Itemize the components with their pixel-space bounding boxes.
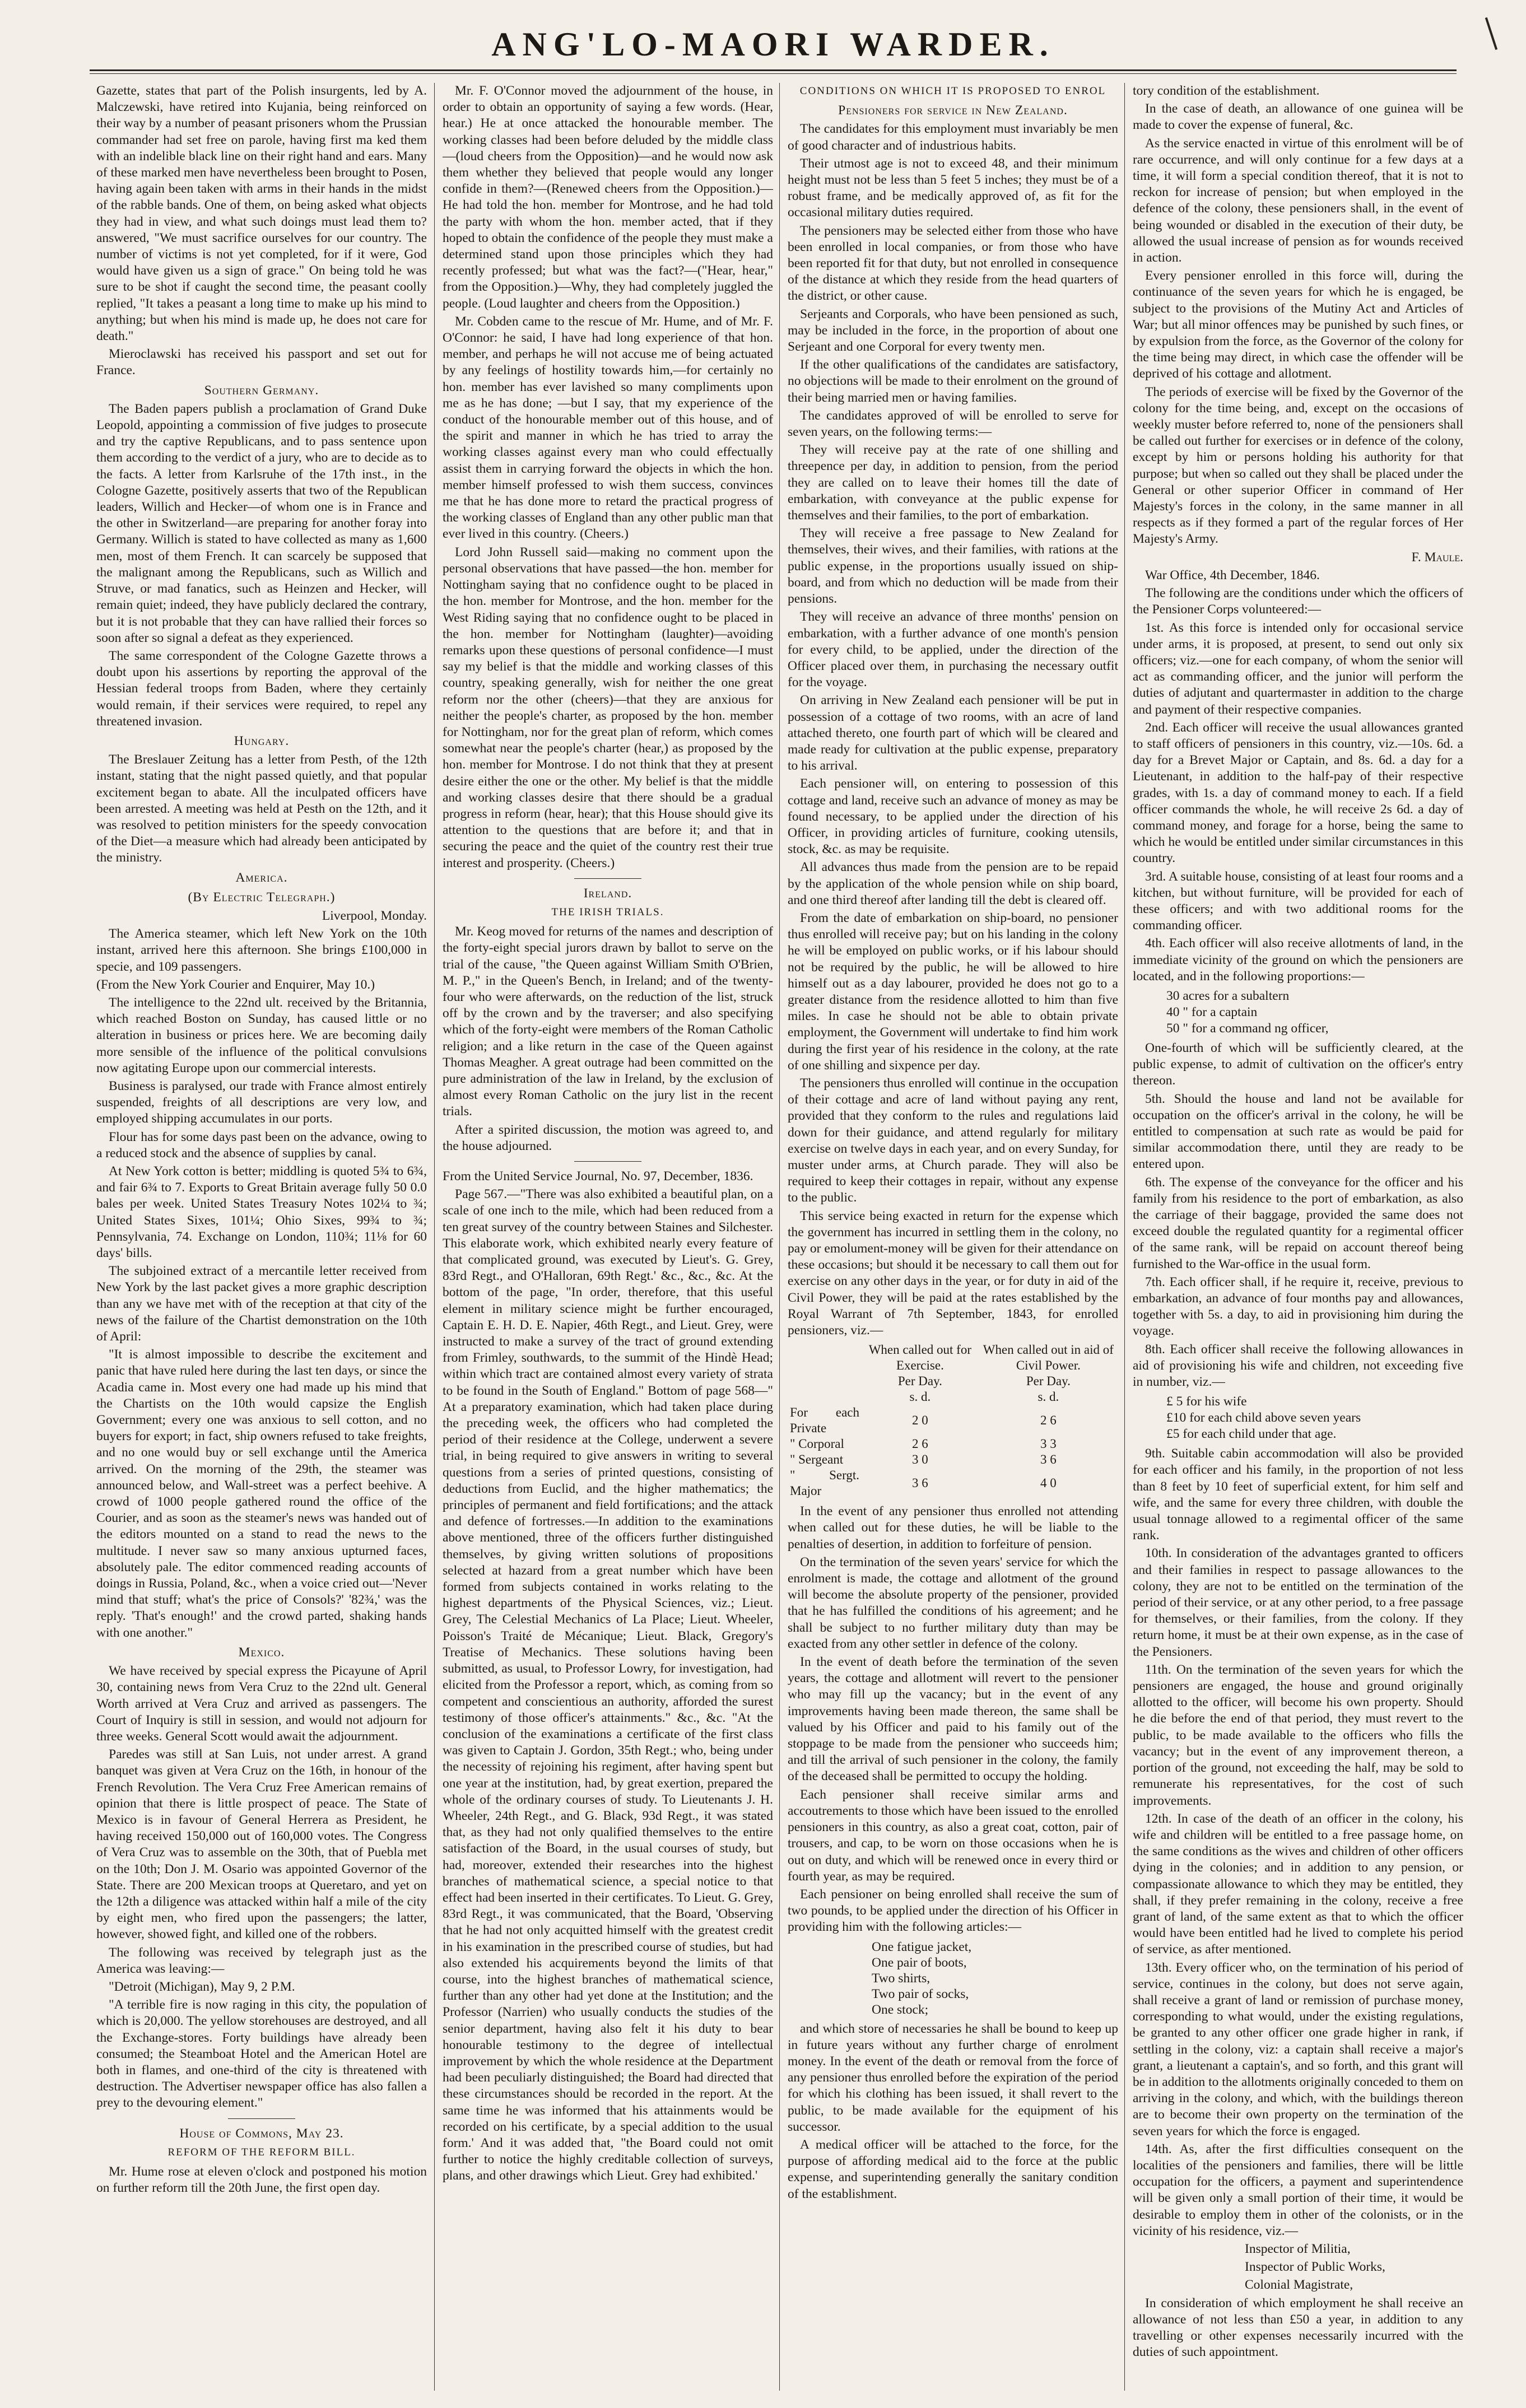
article-paragraph: If the other qualifications of the candidates are satisfactory, no objections will be made to their enrolment on the ground of their being married men or having families.: [788, 357, 1118, 405]
article-paragraph: "A terrible fire is now raging in this city, the population of which is 20,000. The yellow storehouses are destroyed, and all the Exchange-stores. Forty buildings have already been consumed; the Steamboat Hotel and the American Hotel are both in flames, and one-third of the city is threatened with destruction. The Advertiser newspaper office has also fallen a prey to the devouring element.": [96, 1997, 427, 2111]
article-paragraph: Serjeants and Corporals, who have been pensioned as such, may be included in the force, in the proportion of about one Serjeant and one Corporal for every twenty men.: [788, 306, 1118, 355]
pay-table-rate: 4 0: [1040, 1476, 1057, 1491]
pay-table-rate: 2 0: [911, 1413, 928, 1428]
section-heading: Hungary.: [234, 733, 290, 748]
pay-table-currency: s. d.: [909, 1390, 931, 1404]
kit-item: Two pair of socks,: [872, 1986, 969, 2001]
article-paragraph: After a spirited discussion, the motion was agreed to, and the house adjourned.: [443, 1122, 773, 1153]
pay-table-rank: " Corporal: [790, 1437, 844, 1451]
article-paragraph: The Breslauer Zeitung has a letter from Pesth, of the 12th instant, stating that the night passed quietly, and that popular excitement began to abate. All the inculpated officers have been arrested. A meeting was held at Pesth on the 12th, and it was resolved to petition ministers for the speedy convocation of the Diet—a measure which had already been anticipated by the ministry.: [96, 752, 427, 865]
article-paragraph: The intelligence to the 22nd ult. received by the Britannia, which reached Boston on Sunday, has caused little or no alteration in business or prices here. We are becoming daily more sensible of the influence of the political convulsions now agitating Europe upon our commercial interests.: [96, 995, 427, 1075]
article-paragraph: 11th. On the termination of the seven years for which the pensioners are engaged, the house and ground originally allotted to the officer, will become his own property. Should he die before the end of that period, they must revert to the public, to be made available to the officers who fills the vacancy; but in the event of any improvement thereon, a portion of the ground, not exceeding the half, may be sold to remunerate his representatives, for the cost of such improvements.: [1133, 1662, 1463, 1808]
article-paragraph: 4th. Each officer will also receive allotments of land, in the immediate vicinity of the ground on which the pensioners are located, and in the following proportions:—: [1133, 936, 1463, 984]
article-paragraph: In the event of any pensioner thus enrolled not attending when called out for these duties, he will be liable to the penalties of desertion, in addition to forfeiture of pension.: [788, 1504, 1118, 1552]
article-paragraph: and which store of necessaries he shall be bound to keep up in future years without any further charge of enrolment money. In the event of the death or removal from the force of any pensioner thus enrolled before the expiration of the period for which his clothing has been issued, it shall revert to the public, to be made available for the equipment of his successor.: [788, 2021, 1118, 2134]
article-paragraph: All advances thus made from the pension are to be repaid by the application of the whole pension while on ship board, and one third thereof after landing till the debt is cleared off.: [788, 860, 1118, 907]
section-divider: [574, 1161, 641, 1162]
article-paragraph: "It is almost impossible to describe the excitement and panic that have ruled here during the last ten days, or since the Acadia came in. Most every one had made up his mind that the Chartists on the 10th would capsize the English Government; every one was anxious to sell cotton, and no buyers for export; in fact, ship owners refused to take freights, and no one would buy or sell exchange until the America arrived. On the morning of the 29th, the steamer was announced below, and Wall-street was a perfect beehive. A crowd of 1000 people gathered round the office of the Courier, and as soon as the steamer's news was handed out of the editors mounted on a stand to read the news to the multitude. I never saw so many anxious upturned faces, absolutely pale. The editor commenced reading accounts of doings in Russia, Poland, &c., when a voice cried out—'Never mind that stuff; what's the price of Consols?' '82¾,' was the reply. 'That's enough!' and the crowd parted, shaking hands with one another.": [96, 1347, 427, 1640]
signature: F. Maule.: [1411, 549, 1463, 565]
article-paragraph: The candidates approved of will be enrolled to serve for seven years, on the following terms:—: [788, 408, 1118, 440]
appointment-line: Inspector of Public Works,: [1245, 2260, 1385, 2275]
article-paragraph: The following was received by telegraph just as the America was leaving:—: [96, 1945, 427, 1976]
article-paragraph: A medical officer will be attached to the force, for the purpose of affording medical aid to the force at the public expense, and superintending generally the sanitary condition of the establishment.: [788, 2137, 1118, 2201]
article-paragraph: Gazette, states that part of the Polish insurgents, led by A. Malczewski, have retired into Kujania, being reinforced on their way by a number of peasant prisoners whom the Prussian commander had set free on parole, having first ma ked them with an indelible black line on their right hand and ears. Many of these marked men have nevertheless been brought to Posen, having again been taken with arms in their hands in the midst of the rabble bands. One of them, on being asked what objects they had in view, and what such doings must lead them to? answered, "We must sacrifice ourselves for our country. The number of victims is not yet completed, for if it were, God would have given us a sign of grace." On being told he was sure to be shot if caught the second time, the peasant coolly replied, "It takes a peasant a long time to make up his mind to anything; but when his mind is made up, he does not care for death.": [96, 83, 427, 344]
kit-item: One stock;: [872, 2002, 929, 2017]
land-allotment-list: [1166, 988, 1463, 1037]
article-paragraph: On the termination of the seven years' service for which the enrolment is made, the cottage and allotment of the ground will become the absolute property of the pensioner, provided that he has fulfilled the conditions of his agreement; and he shall be subject to no further military duty than may be exacted from any other settler in defence of the colony.: [788, 1554, 1118, 1651]
pay-table-row: [788, 1468, 1118, 1499]
pay-table-rate: 2 6: [1040, 1413, 1057, 1428]
article-paragraph: The subjoined extract of a mercantile letter received from New York by the last packet gives a more graphic description than any we have met with of the reception at that city of the news of the failure of the Chartist demonstration on the 10th of April:: [96, 1264, 427, 1344]
article-paragraph: The candidates for this employment must invariably be men of good character and of industrious habits.: [788, 122, 1118, 153]
column-2: [443, 83, 773, 2391]
column-divider: [779, 83, 780, 2391]
article-paragraph: "Detroit (Michigan), May 9, 2 P.M.: [109, 1979, 295, 1994]
pay-table-row: [788, 1452, 1118, 1468]
section-divider: [228, 2118, 295, 2119]
article-paragraph: Paredes was still at San Luis, not under arrest. A grand banquet was given at Vera Cruz on the 16th, in honour of the French Revolution. The Vera Cruz Free American remains of opinion that there is little prospect of peace. The State of Mexico is in favour of General Herrera as President, he having received 150,000 out of 160,000 votes. The Congress of Vera Cruz was to assemble on the 30th, that of Puebla met on the 10th; Don J. M. Osario was appointed Governor of the State. There are 200 Mexican troops at Queretaro, and yet on the 12th a diligence was attacked within half a mile of the city by eight men, who fired upon the passengers; the latter, however, showed fight, and killed one of the robbers.: [96, 1747, 427, 1942]
land-allotment-item: 30 acres for a subaltern: [1166, 988, 1290, 1003]
pay-table-blank: [788, 1389, 862, 1405]
article-paragraph: The Baden papers publish a proclamation of Grand Duke Leopold, appointing a commission of five judges to prosecute and try the captive Republicans, and to pass sentence upon them according to the verdict of a jury, who are to decide as to the facts. A letter from Karlsruhe of the 17th inst., in the Cologne Gazette, positively asserts that two of the Republican leaders, Willich and Hecker—of whom one is in France and the other in Switzerland—are preparing for another foray into Germany. Willich is stated to have collected as many as 1,600 men, most of them French. It can scarcely be supposed that the malignant among the Republicans, such as Willich and Struve, or mad fanatics, such as Heinzen and Hecker, will remain quiet; indeed, they have publicly declared the contrary, but it is not probable that they can have rallied their forces so soon after so signal a defeat as they experienced.: [96, 401, 427, 645]
section-heading: Ireland.: [583, 886, 632, 901]
article-paragraph: 14th. As, after the first difficulties consequent on the localities of the pensioners and families, there will be little occupation for the officers, a payment and superintendence will be given only a small portion of their time, it would be desirable to employ them in other of the colonists, or in the vicinity of his residence, viz.—: [1133, 2141, 1463, 2238]
article-paragraph: Each pensioner on being enrolled shall receive the sum of two pounds, to be applied under the direction of his Officer in providing him with the following articles:—: [788, 1887, 1118, 1935]
family-allowance-item: £5 for each child under that age.: [1166, 1427, 1337, 1442]
article-paragraph: Mr. F. O'Connor moved the adjournment of the house, in order to obtain an opportunity of saying a few words. (Hear, hear.) He at once attacked the honourable member. The working classes had been before deluded by the middle class—(loud cheers from the Opposition)—and he would now ask them whether they believed that people would any longer confide in them?—(Renewed cheers from the Opposition.)—He had told the hon. member for Montrose, and he had told the party with whom the hon. member acted, that if they hoped to obtain the confidence of the people they must make a determined stand upon those principles which they had recently professed; but what was the fact?—("Hear, hear," from the Opposition.)—Why, they had completely juggled the people. (Loud laughter and cheers from the Opposition.): [443, 83, 773, 311]
article-paragraph: Every pensioner enrolled in this force will, during the continuance of the seven years for which he is engaged, be subject to the provisions of the Mutiny Act and Articles of War; but all minor offences may be punished by such fines, or by expulsion from the force, as the Governor of the colony for the time being may direct, in which case the offender will be deprived of his cottage and allotment.: [1133, 268, 1463, 381]
masthead-rule: [90, 69, 1457, 71]
pay-table-blank: [788, 1342, 862, 1373]
article-paragraph: 7th. Each officer shall, if he require it, receive, previous to embarkation, an advance of four months pay and allowances, together with 5s. a day, to aid in provisioning him during the voyage.: [1133, 1274, 1463, 1339]
family-allowance-list: [1166, 1394, 1463, 1442]
article-paragraph: In the case of death, an allowance of one guinea will be made to cover the expense of funeral, &c.: [1133, 101, 1463, 133]
article-paragraph: In the event of death before the termination of the seven years, the cottage and allotment will revert to the pensioner who may fill up the vacancy; but in the event of any improvements having been made thereon, the same shall be valued by his Officer and paid to his family out of the stoppage to be made from the pensioner who succeeds him; and till the arrival of such pensioner in the colony, the family of the deceased shall be permitted to occupy the holding.: [788, 1655, 1118, 1784]
article-paragraph: From the United Service Journal, No. 97, December, 1836.: [443, 1169, 753, 1184]
kit-item: Two shirts,: [872, 1971, 931, 1986]
land-allotment-item: 50 " for a command ng officer,: [1166, 1021, 1329, 1036]
article-paragraph: 9th. Suitable cabin accommodation will also be provided for each officer and his family, in the proportion of not less than 8 feet by 10 feet of superficial extent, for him self and wife, and the same for every three children, with double the usual tonnage allowed to a regimental officer of the same rank.: [1133, 1446, 1463, 1543]
article-paragraph: 1st. As this force is intended only for occasional service under arms, it is proposed, at present, to send out only six officers; viz.—one for each company, of whom the senior will act as commanding officer, and the junior will perform the duties of adjutant and quartermaster in addition to the charge and payment of their respective companies.: [1133, 620, 1463, 717]
article-paragraph: Flour has for some days past been on the advance, owing to a reduced stock and the absence of supplies by canal.: [96, 1129, 427, 1161]
masthead-title: ANG'LO-MAORI WARDER.: [491, 26, 1055, 63]
section-heading: (By Electric Telegraph.): [188, 889, 336, 905]
pay-table-rank: " Sergt. Major: [790, 1468, 859, 1498]
pay-table-rate: 3 6: [911, 1476, 928, 1491]
section-heading: Southern Germany.: [204, 383, 319, 398]
article-paragraph: 8th. Each officer shall receive the following allowances in aid of provisioning his wife and children, not exceeding five in number, viz.—: [1133, 1342, 1463, 1390]
column-1: [96, 83, 427, 2391]
appointment-line: Colonial Magistrate,: [1245, 2277, 1353, 2293]
article-paragraph: The same correspondent of the Cologne Gazette throws a doubt upon his assertions by reporting the approval of the Hessian federal troops from Baden, where they certainly would remain, if their services were required, to repel any threatened invasion.: [96, 648, 427, 729]
masthead-rule-thin: [90, 73, 1457, 74]
kit-list: [872, 1939, 1118, 2018]
article-paragraph: Mr. Cobden came to the rescue of Mr. Hume, and of Mr. F. O'Connor: he said, I have had long experience of that hon. member, and perhaps he will not accuse me of being actuated by any feelings of hostility towards him,—for certainly no hon. member has ever lavished so many compliments upon me as he has done; —but I say, that my experience of the conduct of the honourable member out of this house, and of the spirit and manner in which he has tried to array the working classes against every man who could effectually assist them in carrying forward the objects in which the hon. member himself professed to wish them success, convinces me that he has done more to retard the practical progress of the working classes of England than any other public man that ever lived in this country. (Cheers.): [443, 314, 773, 542]
pay-table-rank: " Sergeant: [790, 1452, 844, 1467]
article-paragraph: We have received by special express the Picayune of April 30, containing news from Vera Cruz to the 22nd ult. General Worth arrived at Vera Cruz and arrived as passengers. The Court of Inquiry is still in session, and would not adjourn for three weeks. General Scott would await the adjournment.: [96, 1664, 427, 1744]
margin-mark: [1485, 17, 1497, 50]
article-paragraph: Each pensioner shall receive similar arms and accoutrements to those which have been issued to the enrolled pensioners in this country, as also a great coat, cotton, pair of trousers, and cap, to be worn on those occasions when he is out on duty, and which will be renewed once in every third or fourth year, as may be required.: [788, 1787, 1118, 1884]
article-paragraph: Page 567.—"There was also exhibited a beautiful plan, on a scale of one inch to the mile, which had been reduced from a ten great survey of the country between Staines and Silchester. This elaborate work, which exhibited nearly every feature of that complicated ground, was executed by Lieut's. G. Grey, 83rd Regt., and O'Halloran, 69th Regt.' &c., &c., &c. At the bottom of the page, "In order, therefore, that this useful element in military science might be further encouraged, Captain E. H. D. E. Napier, 46th Regt., and Lieut. Grey, were instructed to make a survey of the tract of ground extending from Frimley, southwards, to the summit of the Hindè Head; within which tract are contained almost every variety of strata to be found in the South of England." Bottom of page 568—" At a preparatory examination, which had taken place during the preceding week, the officers who had completed the period of their residence at the College, underwent a severe trial, in being required to give answers in writing to several questions from a series of printed questions, consisting of deductions from Euclid, and the higher mathematics; the principles of permanent and field fortifications; and the attack and defence of fortresses.—In addition to the examinations above mentioned, three of the officers further distinguished themselves, by giving written solutions of propositions selected at hazard from a great number which have been formed from subjects contained in works relating to the highest departments of the Physical Sciences, viz.; Lieut. Grey, The Celestial Mechanics of La Place; Lieut. Wheeler, Poisson's Traité de Mécanique; Lieut. Black, Gregory's Treatise of Mechanics. These solutions having been submitted, as usual, to Professor Lowry, for investigation, had elicited from the Professor a report, which, as coming from so competent and conscientious an authority, afforded the surest testimony of those officer's attainments." &c., &c. "At the conclusion of the examinations a certificate of the first class was given to Captain J. Gordon, 35th Regt.; who, being under the necessity of rejoining his regiment, after having spent but one year at the institution, had, by great exertion, prepared the whole of the ordinary courses of study. To Lieutenants J. H. Wheeler, 24th Regt., and G. Black, 93d Regt., it was stated that, as they had not only qualified themselves to the entire satisfaction of the Board, in the usual courses of study, but had, moreover, extended their researches into the highest branches of mathematical science, a special notice to that effect had been inserted in their certificates. To Lieut. G. Grey, 83rd Regt., it was communicated, that the Board, 'Observing that he had not only acquitted himself with the greatest credit in his examination in the prescribed course of studies, but had also extended his acquirements beyond the limits of that course, into the highest branches of mathematical science, further than any other had yet done at the Institution; and the Professor (Narrien) who usually conducts the studies of the senior department, having also felt it his duty to bear honourable testimony to the degree of intellectual improvement by which the whole residence at the Department had been peculiarly distinguished; the Board had directed that these circumstances should be recorded in the report. At the same time he was informed that his attainments would be recorded on his certificate, by a special addition to the usual form.' And it was added that, "the Board could not omit further to notice the highly creditable collection of surveys, plans, and other drawings which Lieut. Grey had exhibited.': [443, 1187, 773, 2183]
article-paragraph: Mr. Hume rose at eleven o'clock and postponed his motion on further reform till the 20th June, the first open day.: [96, 2164, 427, 2196]
pay-table-row: [788, 1405, 1118, 1436]
kit-item: One pair of boots,: [872, 1955, 967, 1970]
article-paragraph: The following are the conditions under which the officers of the Pensioner Corps volunteered:—: [1133, 586, 1463, 617]
article-paragraph: 6th. The expense of the conveyance for the officer and his family from his residence to the port of embarkation, as also the carriage of their baggage, provided the same does not exceed double the regulated quantity for a regimental officer of the same rank, will be repaid on account thereof being furnished to the War-office in the usual form.: [1133, 1175, 1463, 1271]
article-paragraph: 2nd. Each officer will receive the usual allowances granted to staff officers of pensioners in this country, viz.—10s. 6d. a day for a Brevet Major or Captain, and 8s. 6d. a day for a Lieutenant, in addition to the half-pay of their respective grades, with 1s. a day of command money to each. If a field officer commands the whole, he will receive 2s 6d. a day of command money, and forage for a horse, being the same to which he would be entitled under similar circumstances in this country.: [1133, 720, 1463, 866]
pay-table-rate: 2 6: [911, 1437, 928, 1451]
column-divider: [434, 83, 435, 2391]
family-allowance-item: £ 5 for his wife: [1166, 1394, 1247, 1409]
article-paragraph: The pensioners may be selected either from those who have been enrolled in local companies, or from those who have been reported fit for that duty, but not enrolled in consequence of the distance at which they reside from the head quarters of the district, or other cause.: [788, 223, 1118, 304]
section-subheading: CONDITIONS ON WHICH IT IS PROPOSED TO ENROL: [799, 85, 1106, 97]
article-paragraph: One-fourth of which will be sufficiently cleared, at the public expense, to admit of cultivation on the officer's entry thereon.: [1133, 1040, 1463, 1088]
article-paragraph: 13th. Every officer who, on the termination of his period of service, continues in the colony, but does not serve again, shall receive a grant of land or remission of purchase money, corresponding to what would, under the existing regulations, be granted to any other officer one grade higher in rank, if settling in the colony, viz: a captain shall receive a major's grant, a lieutenant a captain's, and so forth, and this grant will be in addition to the allotments originally conceded to them on arriving in the colony, and which, with the buildings thereon are to become their own property on the termination of the seven years for which the force is engaged.: [1133, 1960, 1463, 2139]
pay-rates-table: [788, 1342, 1118, 1499]
section-divider: [574, 878, 641, 879]
kit-item: One fatigue jacket,: [872, 1939, 972, 1954]
pay-table-rate: 3 3: [1040, 1437, 1057, 1451]
article-paragraph: 3rd. A suitable house, consisting of at least four rooms and a kitchen, but without furniture, will be provided for each of these officers; and with two additional rooms for the commanding officer.: [1133, 869, 1463, 933]
article-paragraph: Lord John Russell said—making no comment upon the personal observations that have passed—the hon. member for Nottingham saying that no confidence ought to be placed in the hon. member for Montrose, and the hon. member for the West Riding saying that no confidence ought to be placed in the hon. member for Nottingham (laughter)—avoiding remarks upon these questions of personal confidence—I must say my belief is that the middle and working classes of this country, speaking generally, wish for neither the one great reform nor the other (cheers)—that they are anxious for neither the people's charter, as proposed by the hon. member for Nottingham, nor for the great plan of reform, which comes somewhat near the people's charter (hear,) as proposed by the hon. member for Montrose. I do not think that they at present desire either the one or the other. My belief is that the middle and working classes desire that there should be a gradual progress in reform (hear, hear); that this House should give its attention to the questions that are before it; and that in securing the peace and the quiet of the country rest their true interest and prosperity. (Cheers.): [443, 544, 773, 870]
article-paragraph: tory condition of the establishment.: [1133, 83, 1320, 98]
section-heading: House of Commons, May 23.: [179, 2126, 344, 2141]
pay-table-header: When called out in aid of Civil Power.: [983, 1343, 1114, 1373]
article-paragraph: Business is paralysed, our trade with France almost entirely suspended, freights of all descriptions are very low, and employed shipping accumulates in our ports.: [96, 1078, 427, 1126]
column-divider: [1124, 83, 1125, 2391]
pay-table-row: [788, 1436, 1118, 1452]
column-3: [788, 83, 1118, 2391]
dateline: Liverpool, Monday.: [322, 908, 427, 923]
article-paragraph: From the date of embarkation on ship-board, no pensioner thus enrolled will receive pay; but on his landing in the colony he will be employed on public works, or if his labour should not be required by the public, he will be allowed to hire himself out as a day labourer, provided he does not go to a greater distance from the residence allotted to him than five miles. In case he should not be able to obtain private employment, the Government will undertake to find him work during the first year of his residence in the colony, at the rate of one shilling and sixpence per day.: [788, 910, 1118, 1073]
column-4: [1133, 83, 1463, 2391]
article-paragraph: War Office, 4th December, 1846.: [1145, 567, 1320, 583]
article-paragraph: They will receive an advance of three months' pension on embarkation, with a further advance of one month's pension for every child, to be applied, under the direction of the Officer placed over them, in purchasing the necessary outfit for the voyage.: [788, 609, 1118, 690]
pay-table-unit: Per Day.: [1026, 1374, 1071, 1389]
article-paragraph: Mieroclawski has received his passport and set out for France.: [96, 347, 427, 378]
pay-table-rate: 3 0: [911, 1452, 928, 1467]
family-allowance-item: £10 for each child above seven years: [1166, 1410, 1361, 1426]
section-heading: Mexico.: [238, 1645, 285, 1660]
pay-table-currency: s. d.: [1038, 1390, 1059, 1404]
land-allotment-item: 40 " for a captain: [1166, 1004, 1258, 1019]
article-paragraph: 10th. In consideration of the advantages granted to officers and their families in respect to passage allowances to the colony, they are not to be entitled on the termination of the period of their service, or at any other period, to a free passage for themselves, or their families, from the colony. If they return home, it must be at their own expense, as in the case of the Pensioners.: [1133, 1546, 1463, 1659]
article-paragraph: Mr. Keog moved for returns of the names and description of the forty-eight special jurors drawn by ballot to serve on the trial of the cause, "the Queen against William Smith O'Brien, M. P.," in the Queen's Bench, in Ireland; and of the twenty-four who were afterwards, on the reduction of the list, struck off by the crown and by the traverser; and also specifying which of the forty-eight were members of the Roman Catholic religion; and a like return in the case of the Queen against Thomas Meagher. A great outrage had been committed on the pure administration of the law in Ireland, by the exclusion of almost every Roman Catholic on the jury list in the recent trials.: [443, 924, 773, 1119]
pay-table-header: When called out for Exercise.: [868, 1343, 971, 1373]
article-paragraph: On arriving in New Zealand each pensioner will be put in possession of a cottage of two rooms, with an acre of land attached thereto, one fourth part of which will be cleared and made ready for cultivation at the public expense, preparatory to his arrival.: [788, 693, 1118, 774]
article-paragraph: As the service enacted in virtue of this enrolment will be of rare occurrence, and will only continue for a few days at a time, it will form a special condition thereof, that it is not to reckon for increase of pension; but when employed in the defence of the colony, these pensioners shall, in the event of being wounded or disabled in the execution of their duty, be allowed the usual increase of pension as for wounds received in action.: [1133, 136, 1463, 266]
article-paragraph: The periods of exercise will be fixed by the Governor of the colony for the time being, and, except on the occasions of weekly muster before referred to, none of the pensioners shall be called out further for exercises or in defence of the colony, except by him or persons holding his authority for that purpose; but when so called out they shall be placed under the General or other superior Officer in command of Her Majesty's forces in the colony, in the same manner in all respects as if they formed a part of the regular forces of Her Majesty's Army.: [1133, 384, 1463, 547]
article-paragraph: They will receive pay at the rate of one shilling and threepence per day, in addition to pension, from the period they are called on to leave their homes till the date of embarkation, with conveyance at the public expense for themselves and their families, to the port of embarkation.: [788, 443, 1118, 523]
appointment-line: Inspector of Militia,: [1245, 2241, 1351, 2256]
section-heading: America.: [235, 870, 288, 885]
article-paragraph: They will receive a free passage to New Zealand for themselves, their wives, and their families, with rations at the public expense, in the proportions usually issued on ship-board, and from which no deduction will be made from their pensions.: [788, 526, 1118, 607]
pay-table-rate: 3 6: [1040, 1452, 1057, 1467]
article-paragraph: The pensioners thus enrolled will continue in the occupation of their cottage and acre of land without paying any rent, provided that they conform to the rules and regulations laid down for their guidance, and attend regularly for military exercise on twelve days in each year, and on every Sunday, for muster under arms, at Church parade. They will also be required to keep their cottages in repair, without any expense to the public.: [788, 1075, 1118, 1205]
article-paragraph: 5th. Should the house and land not be available for occupation on the officer's arrival in the colony, he will be entitled to compensation at such rate as would be paid for similar accommodation there, until they are ready to be entered upon.: [1133, 1091, 1463, 1172]
article-paragraph: At New York cotton is better; middling is quoted 5¾ to 6¾, and fair 6¾ to 7. Exports to Great Britain average fully 50 0.0 bales per week. United States Treasury Notes 102¼ to ¾; United States Sixes, 101¼; Ohio Sixes, 99¾ to ¾; Pennsylvania, 74. Exchange on London, 110¾; 11⅛ for 60 days' bills.: [96, 1164, 427, 1261]
section-subheading: REFORM OF THE REFORM BILL.: [168, 2146, 356, 2158]
article-paragraph: Each pensioner will, on entering to possession of this cottage and land, receive such an advance of money as may be found necessary, to be applied under the direction of his Officer, in providing articles of furniture, cooking utensils, stock, &c. as may be requisite.: [788, 776, 1118, 857]
article-paragraph: This service being exacted in return for the expense which the government has incurred in settling them in the colony, no pay or emolument-money will be given for their attendance on these occasions; but should it be necessary to call them out for exercise on any other days in the year, or for duty in aid of the Civil Power, they will be paid at the rates established by the Royal Warrant of 7th September, 1843, for enrolled pensioners, viz.—: [788, 1208, 1118, 1338]
pay-table-rank: For each Private: [790, 1405, 859, 1436]
article-paragraph: The America steamer, which left New York on the 10th instant, arrived here this afternoon. She brings £100,000 in specie, and 109 passengers.: [96, 926, 427, 974]
section-heading: Pensioners for service in New Zealand.: [838, 103, 1068, 118]
article-paragraph: 12th. In case of the death of an officer in the colony, his wife and children will be entitled to a free passage home, on the same conditions as the wives and children of other officers dying in the colonies; and in addition to any pension, or compassionate allowance to which they may be entitled, they shall, if they prefer remaining in the colony, receive a free grant of land, of the same extent as that to which the officer would have been entitled had he lived to complete his period of service, as after mentioned.: [1133, 1811, 1463, 1957]
section-subheading: THE IRISH TRIALS.: [551, 906, 664, 918]
article-paragraph: Their utmost age is not to exceed 48, and their minimum height must not be less than 5 feet 5 inches; they must be of a robust frame, and be medically approved of, as fit for the occasional military duties required.: [788, 156, 1118, 220]
pay-table-unit: Per Day.: [897, 1374, 942, 1389]
article-paragraph: In consideration of which employment he shall receive an allowance of not less than £50 a year, in addition to any travelling or other expenses necessarily incurred with the duties of such appointment.: [1133, 2295, 1463, 2360]
article-paragraph: (From the New York Courier and Enquirer, May 10.): [96, 977, 375, 992]
pay-table-blank: [788, 1373, 862, 1389]
